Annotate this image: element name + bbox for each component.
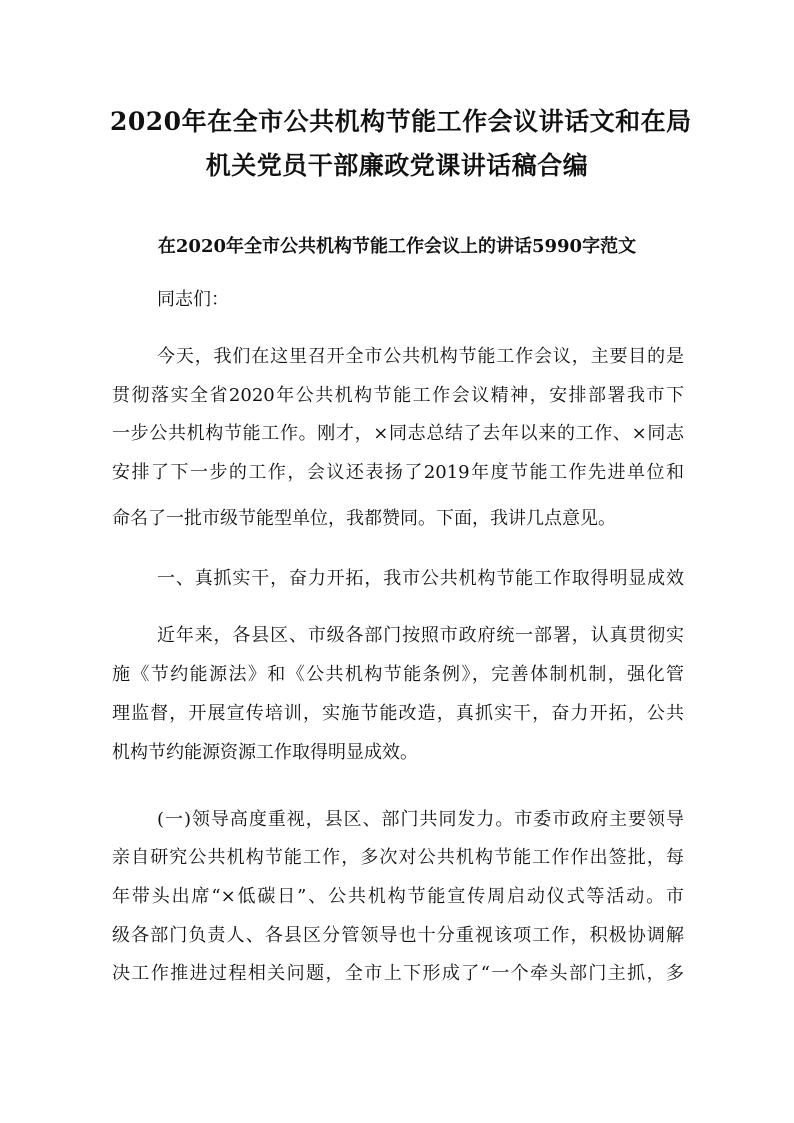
paragraph-3-line-1: (一)领导高度重视，县区、部门共同发力。市委市政府主要领导: [157, 809, 684, 830]
speech-subtitle: 在2020年全市公共机构节能工作会议上的讲话5990字范文: [157, 236, 637, 257]
paragraph-1-line-2: 贯彻落实全省2020年公共机构节能工作会议精神，安排部署我市下: [112, 385, 684, 406]
greeting: 同志们：: [157, 289, 229, 310]
paragraph-2-line-2: 施《节约能源法》和《公共机构节能条例》，完善体制机制，强化管: [112, 664, 684, 685]
document-title-line-2: 机关党员干部廉政党课讲话稿合编: [205, 151, 589, 180]
paragraph-1-line-3: 一步公共机构节能工作。刚才，×同志总结了去年以来的工作、×同志: [112, 423, 684, 444]
paragraph-2-line-3: 理监督，开展宣传培训，实施节能改造，真抓实干，奋力开拓，公共: [112, 703, 684, 724]
paragraph-2-line-4: 机构节约能源资源工作取得明显成效。: [112, 742, 418, 763]
paragraph-3-line-3: 年带头出席“×低碳日”、公共机构节能宣传周启动仪式等活动。市: [112, 886, 684, 907]
paragraph-3-line-4: 级各部门负责人、各县区分管领导也十分重视该项工作，积极协调解: [112, 925, 684, 946]
paragraph-3-line-5: 决工作推进过程相关问题，全市上下形成了“一个牵头部门主抓，多: [112, 963, 684, 984]
paragraph-1-line-5: 命名了一批市级节能型单位，我都赞同。下面，我讲几点意见。: [112, 508, 616, 529]
paragraph-3-line-2: 亲自研究公共机构节能工作，多次对公共机构节能工作作出签批，每: [112, 847, 684, 868]
paragraph-1-line-1: 今天，我们在这里召开全市公共机构节能工作会议，主要目的是: [157, 346, 684, 367]
paragraph-2-line-1: 近年来，各县区、市级各部门按照市政府统一部署，认真贯彻实: [157, 625, 684, 646]
section-1-heading: 一、真抓实干，奋力开拓，我市公共机构节能工作取得明显成效: [157, 568, 684, 589]
document-title-line-1: 2020年在全市公共机构节能工作会议讲话文和在局: [110, 107, 692, 136]
paragraph-1-line-4: 安排了下一步的工作，会议还表扬了2019年度节能工作先进单位和: [112, 462, 684, 483]
